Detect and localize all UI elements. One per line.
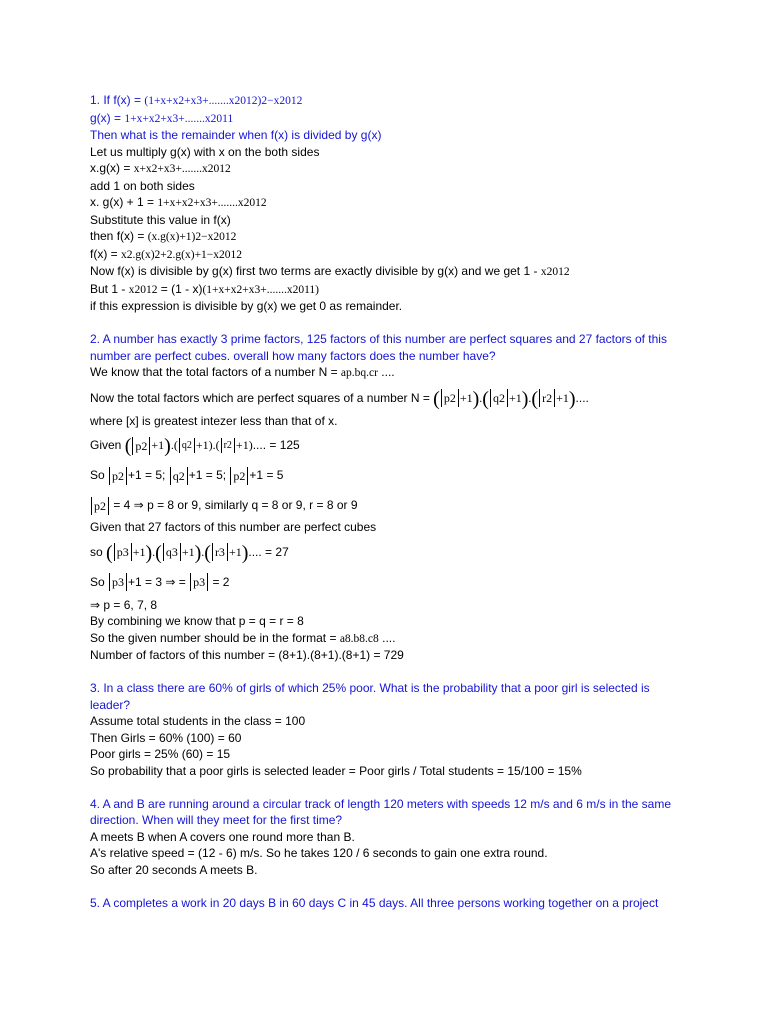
q2-line-3: where [x] is greatest intezer less than that of x. xyxy=(90,413,338,428)
q1-math: (1+x+x2+x3+.......x2011) xyxy=(202,283,320,296)
q2-text: Now the total factors which are perfect squares of a number N = xyxy=(90,390,434,405)
plus-one: +1 xyxy=(132,544,146,559)
floor-bracket: p2 xyxy=(132,437,150,455)
q2-text: +1 = 5; xyxy=(128,468,169,482)
q1-line-10 xyxy=(90,246,690,264)
q2-text: We know that the total factors of a number N = xyxy=(90,365,341,379)
q4-line-1: A meets B when A covers one round more than B. xyxy=(90,829,355,844)
paren: ( xyxy=(482,387,489,410)
q1-line-12 xyxy=(90,281,690,299)
paren: ( xyxy=(531,387,539,410)
plus-one: +1) xyxy=(235,438,253,452)
floor-bracket: r2 xyxy=(221,438,235,453)
floor-bracket: p2 xyxy=(441,389,459,407)
floor-bracket: p3 xyxy=(190,573,208,591)
q1-line-4: Let us multiply g(x) with x on the both sides xyxy=(90,144,320,159)
q2-line-2 xyxy=(90,386,690,410)
plus-one: +1 xyxy=(459,390,473,405)
floor-bracket: r2 xyxy=(539,389,555,407)
paren: ) xyxy=(472,387,480,410)
floor-bracket: p2 xyxy=(230,467,248,485)
q1-line-2 xyxy=(90,110,690,128)
paren: ) xyxy=(568,387,576,410)
floor-bracket: p2 xyxy=(91,497,109,515)
dot: . xyxy=(528,390,532,405)
q1-math: x2.g(x)2+2.g(x)+1−x2012 xyxy=(121,248,243,261)
q1-line-6: add 1 on both sides xyxy=(90,178,195,193)
q4-line-2: A's relative speed = (12 - 6) m/s. So he takes 120 / 6 seconds to gain one extra round. xyxy=(90,846,548,860)
q1-line-1 xyxy=(90,92,690,110)
q1-line-9 xyxy=(90,228,690,246)
q2-text: So xyxy=(90,574,109,589)
q1-text: 1. If f(x) = xyxy=(90,93,145,107)
q1-math: 1+x+x2+x3+.......x2011 xyxy=(124,112,234,125)
q2-text: = 2 xyxy=(209,574,230,589)
floor-bracket: p2 xyxy=(109,467,127,485)
plus-one: +1 xyxy=(181,544,195,559)
spacer xyxy=(90,664,690,681)
paren: ) xyxy=(164,434,171,457)
q2-question: 2. A number has exactly 3 prime factors, 125 factors of this number are perfect squares and 27 factors of this number are perfect cubes. overall how many factors does the number have? xyxy=(90,332,667,363)
q2-text: .... = 125 xyxy=(252,438,300,452)
q1-text: g(x) = xyxy=(90,110,125,125)
q1-math: (1+x+x2+x3+.......x2012)2−x2012 xyxy=(144,95,303,107)
q2-text: Given xyxy=(90,438,125,452)
spacer xyxy=(90,878,690,895)
q2-text: +1 = 3 ⇒ = xyxy=(128,574,190,589)
plus-one: +1 xyxy=(556,390,569,405)
q1-text: But 1 - xyxy=(90,281,129,296)
q2-line-10: ⇒ p = 6, 7, 8 xyxy=(90,597,158,612)
paren: ( xyxy=(124,434,132,457)
plus-one: +1 xyxy=(228,544,242,559)
q2-line-12 xyxy=(90,630,690,648)
paren: ( xyxy=(433,387,440,410)
floor-bracket: p3 xyxy=(114,543,132,561)
q3-question: 3. In a class there are 60% of girls of which 25% poor. What is the probability that a poor girl is selected is leader? xyxy=(90,681,650,712)
spacer xyxy=(90,315,690,332)
q3-line-1: Assume total students in the class = 100 xyxy=(90,714,306,728)
q3-line-2: Then Girls = 60% (100) = 60 xyxy=(90,730,242,745)
q5-question: 5. A completes a work in 20 days B in 60 days C in 45 days. All three persons working together on a project xyxy=(90,895,659,910)
q4-line-3: So after 20 seconds A meets B. xyxy=(90,862,258,877)
dot: . xyxy=(170,438,174,452)
floor-bracket: q2 xyxy=(179,438,195,453)
q2-text: +1 = 5; xyxy=(188,468,230,482)
q1-text: Now f(x) is divisible by g(x) first two terms are exactly divisible by g(x) and we get 1 - xyxy=(90,264,541,278)
dot: . xyxy=(152,544,156,559)
q1-text: x.g(x) = xyxy=(90,161,134,175)
q1-line-11 xyxy=(90,263,690,281)
q2-text: so xyxy=(90,544,107,559)
paren: ( xyxy=(155,541,162,564)
q1-text: = (1 - x) xyxy=(157,281,203,296)
q1-line-7 xyxy=(90,194,690,212)
paren: ( xyxy=(173,438,178,452)
floor-bracket: p3 xyxy=(109,573,127,591)
q2-text: So the given number should be in the format = xyxy=(90,630,340,645)
paren: ( xyxy=(106,541,113,564)
q2-line-8 xyxy=(90,540,690,564)
q1-math: x+x2+x3+.......x2012 xyxy=(133,163,231,175)
q3-line-4: So probability that a poor girls is selected leader = Poor girls / Total students = 15/100 = 15% xyxy=(90,763,582,778)
q2-text: .... = 27 xyxy=(248,544,289,559)
q1-line-5 xyxy=(90,160,690,178)
floor-bracket: q2 xyxy=(490,389,508,407)
q2-line-11: By combining we know that p = q = r = 8 xyxy=(90,614,304,628)
q2-line-7: Given that 27 factors of this number are perfect cubes xyxy=(90,520,377,534)
plus-one: +1 xyxy=(151,438,165,452)
q2-line-4 xyxy=(90,433,690,457)
plus-one: +1).( xyxy=(195,438,220,452)
floor-bracket: q3 xyxy=(163,543,181,561)
q1-text: x. g(x) + 1 = xyxy=(90,195,158,209)
q1-line-3: Then what is the remainder when f(x) is divided by g(x) xyxy=(90,128,382,142)
q2-text: .... xyxy=(378,630,396,645)
floor-bracket: r3 xyxy=(212,543,228,561)
q3-line-3: Poor girls = 25% (60) = 15 xyxy=(90,747,231,761)
q2-text: +1 = 5 xyxy=(249,468,284,482)
paren: ( xyxy=(204,541,211,564)
q1-math: x2012 xyxy=(540,266,570,278)
dot: . xyxy=(201,544,205,559)
q2-text: .... xyxy=(575,390,589,405)
q2-line-1 xyxy=(90,364,690,382)
paren: ) xyxy=(145,541,153,564)
dot: . xyxy=(479,390,483,405)
q2-line-9 xyxy=(90,570,690,594)
floor-bracket: q2 xyxy=(170,467,188,485)
plus-one: +1 xyxy=(508,390,522,405)
q2-line-5 xyxy=(90,463,690,487)
document-content xyxy=(90,92,690,911)
q1-math: (x.g(x)+1)2−x2012 xyxy=(147,231,237,243)
paren: ) xyxy=(521,387,529,410)
q1-line-8: Substitute this value in f(x) xyxy=(90,212,231,227)
q2-text: So xyxy=(90,468,109,482)
q2-math: ap.bq.cr xyxy=(340,367,378,379)
q4-question: 4. A and B are running around a circular track of length 120 meters with speeds 12 m/s and 6 m/s in the same direction. When will they meet for the first time? xyxy=(90,796,671,827)
q2-math: a8.b8.c8 xyxy=(339,632,379,645)
q1-math: 1+x+x2+x3+.......x2012 xyxy=(157,197,267,209)
paren: ) xyxy=(194,541,202,564)
q1-text: f(x) = xyxy=(90,246,122,261)
q1-math: x2012 xyxy=(128,283,158,296)
q1-line-13: if this expression is divisible by g(x) we get 0 as remainder. xyxy=(90,299,403,313)
q2-line-13: Number of factors of this number = (8+1).(8+1).(8+1) = 729 xyxy=(90,648,404,662)
paren: ) xyxy=(241,541,249,564)
q2-line-6 xyxy=(90,493,690,517)
spacer xyxy=(90,779,690,796)
q1-text: then f(x) = xyxy=(90,229,148,243)
q2-text: = 4 ⇒ p = 8 or 9, similarly q = 8 or 9, r = 8 or 9 xyxy=(110,498,358,512)
q2-text: .... xyxy=(377,365,395,379)
